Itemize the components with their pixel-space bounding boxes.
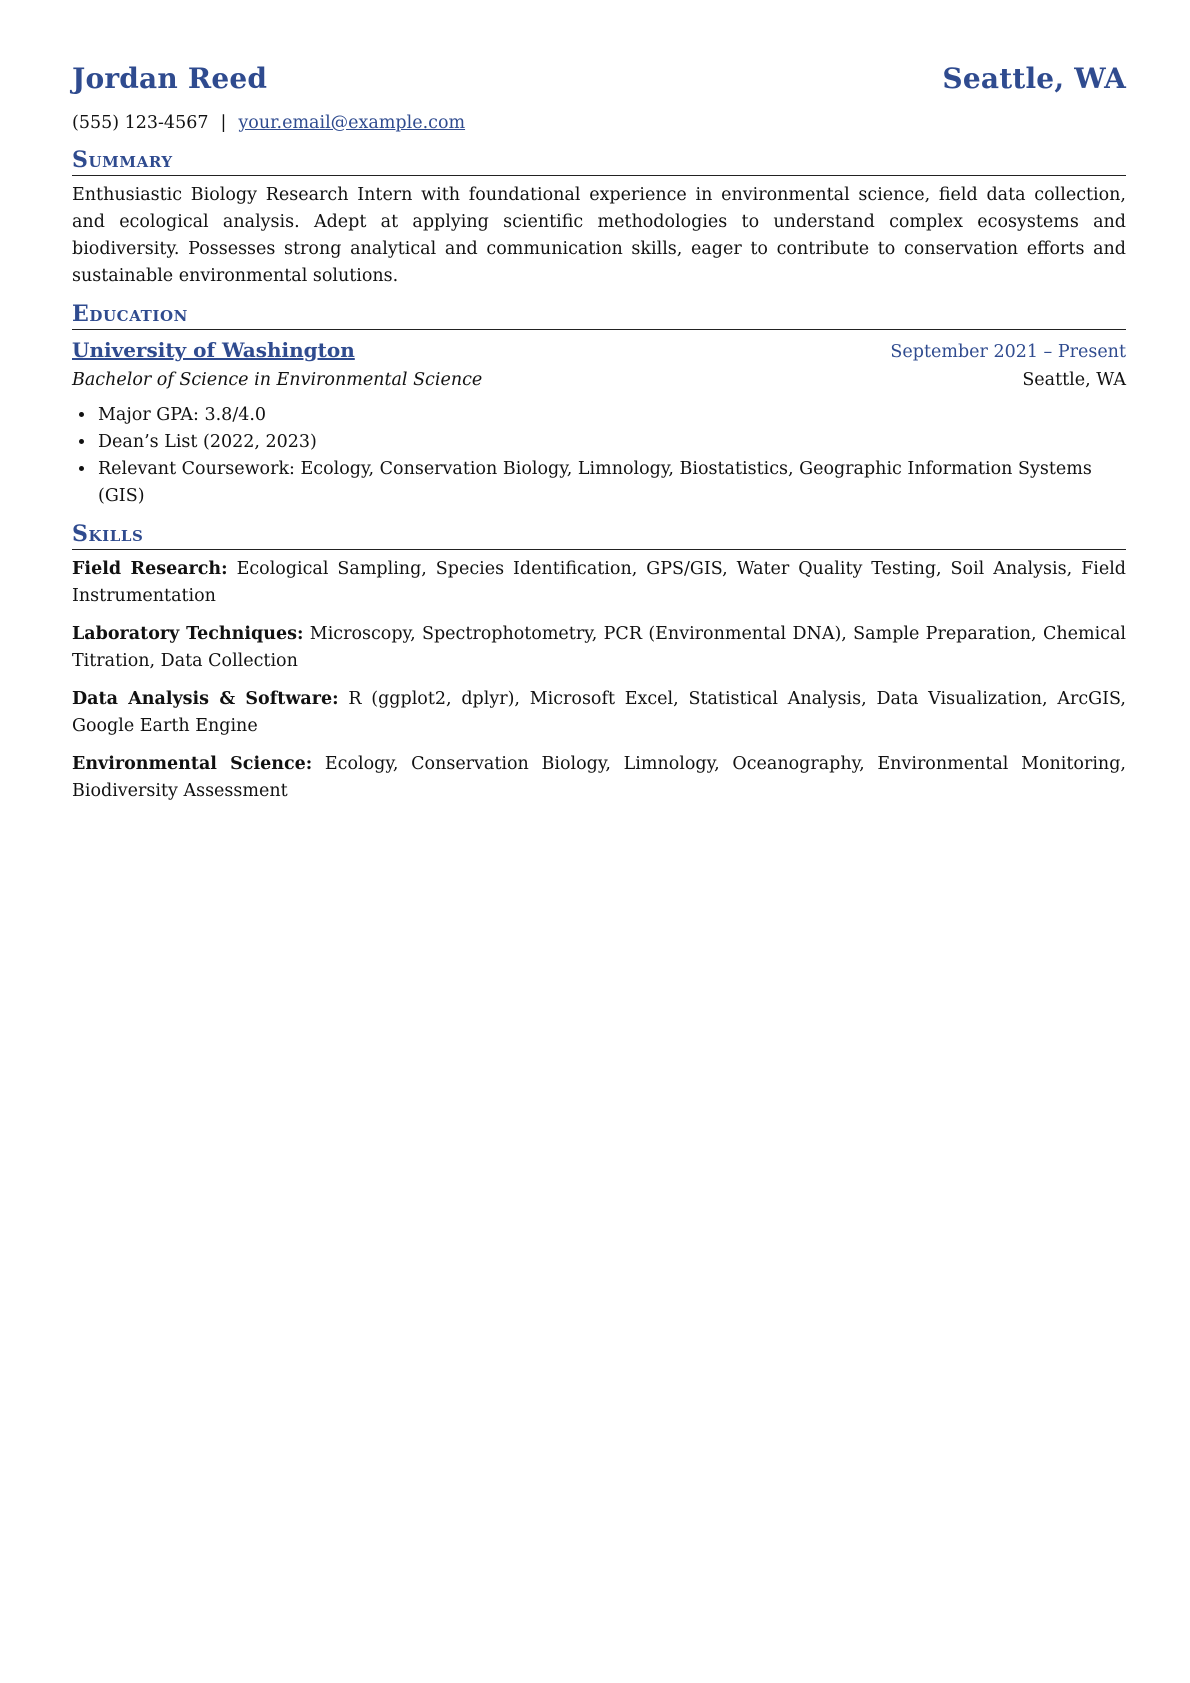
degree-name: Bachelor of Science in Environmental Science [72,370,483,390]
section-title-skills: Skills [72,520,1126,550]
school-name-link[interactable]: University of Washington [72,338,355,362]
phone-number: (555) 123-4567 [72,113,209,133]
skill-text: Microscopy, Spectrophotometry, PCR (Environmental DNA), Sample Preparation, Chemical Titration, Data Collection [72,624,1126,671]
skill-text: Ecological Sampling, Species Identification, GPS/GIS, Water Quality Testing, Soil Analysis, Field Instrumentation [72,559,1126,606]
summary-text: Enthusiastic Biology Research Intern with foundational experience in environmental science, field data collection, and ecological analysis. Adept at applying scientific methodologies to understand complex ecosystems and biodiversity. Possesses strong analytical and communication skills, eager to contribute to conservation efforts and sustainable environmental solutions. [72,185,1126,286]
skill-row-field-research [72,556,1126,610]
education-section [72,300,1126,510]
section-title-summary: Summary [72,146,1126,176]
list-item: • Relevant Coursework: Ecology, Conservation Biology, Limnology, Biostatistics, Geographic Information Systems (GIS) [96,456,1126,510]
skill-label: Field Research: [72,559,228,579]
header [72,62,1126,108]
header-location: Seattle, WA [942,62,1126,95]
skill-text: Ecology, Conservation Biology, Limnology, Oceanography, Environmental Monitoring, Biodiversity Assessment [72,754,1126,801]
contact-separator: | [220,113,227,133]
skill-text: R (ggplot2, dplyr), Microsoft Excel, Statistical Analysis, Data Visualization, ArcGIS, Google Earth Engine [72,689,1126,736]
education-dates: September 2021 – Present [890,342,1126,362]
list-item: • Major GPA: 3.8/4.0 [96,402,1126,429]
list-item: • Dean’s List (2022, 2023) [96,429,1126,456]
education-header-row [72,336,1126,366]
skill-label: Environmental Science: [72,754,313,774]
education-degree-row [72,366,1126,394]
skills-section [72,520,1126,805]
skill-row-laboratory [72,621,1126,675]
skill-row-environmental-science [72,751,1126,805]
resume-page [72,62,1126,816]
candidate-name: Jordan Reed [72,62,268,95]
education-bullets [72,402,1126,510]
contact-info [72,110,1126,136]
summary-section [72,146,1126,290]
education-entry [72,336,1126,510]
email-link[interactable]: your.email@example.com [238,113,466,133]
section-title-education: Education [72,300,1126,330]
skill-row-data-analysis [72,686,1126,740]
education-location: Seattle, WA [1022,370,1126,390]
skill-label: Laboratory Techniques: [72,624,304,644]
skill-label: Data Analysis & Software: [72,689,339,709]
